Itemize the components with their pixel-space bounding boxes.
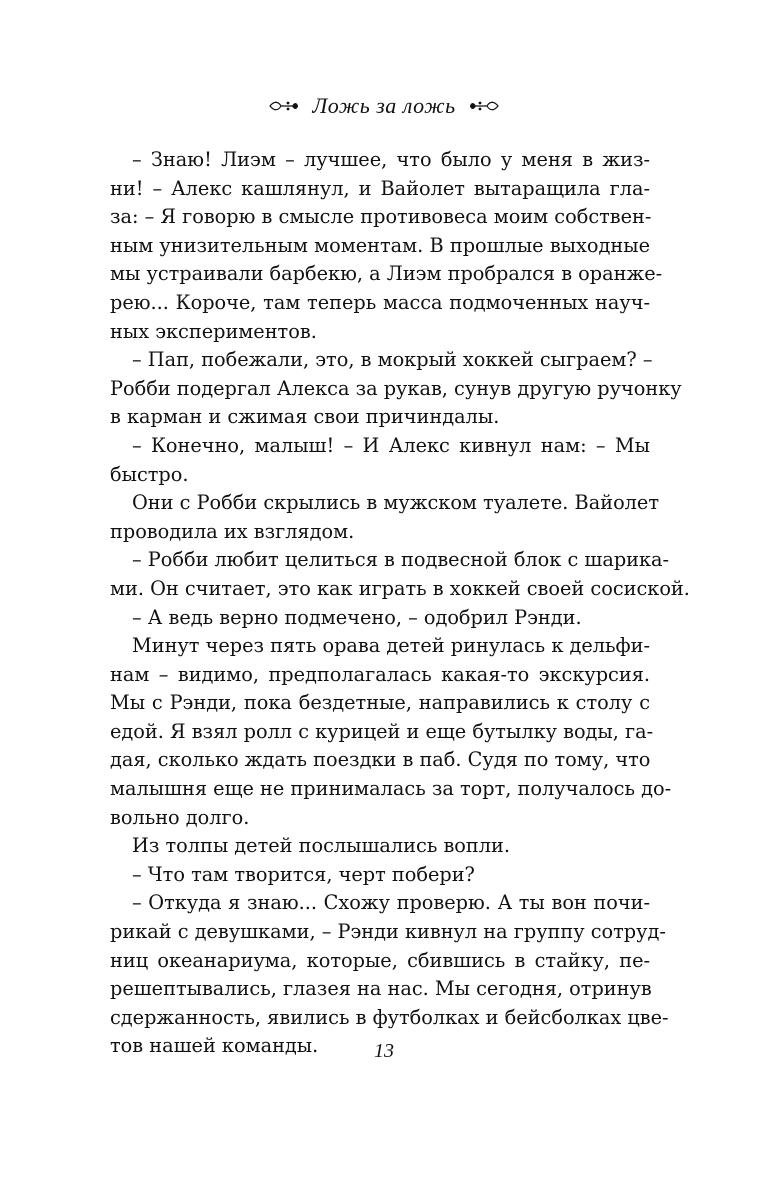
text-line: рикай с девушками, – Рэнди кивнул на группу сотруд-	[110, 920, 666, 944]
text-line: тов нашей команды.	[110, 1034, 319, 1058]
text-line: в карман и сжимая свои причиндалы.	[110, 405, 500, 429]
floral-ornament-icon	[468, 99, 500, 113]
text-line: ни! – Алекс кашлянул, и Вайолет вытаращила гла-	[110, 176, 650, 200]
text-line: решептывались, глазея на нас. Мы сегодня, отринув	[110, 977, 652, 1001]
text-line: – Знаю! Лиэм – лучшее, что было у меня в жиз-	[132, 148, 650, 171]
text-line: за: – Я говорю в смысле противовеса моим собствен-	[110, 205, 652, 229]
text-line: едой. Я взял ролл с курицей и еще бутылку воды, га-	[110, 719, 654, 743]
text-line: ных экспериментов.	[110, 319, 317, 343]
floral-ornament-icon	[268, 99, 300, 113]
text-line: мы устраивали барбекю, а Лиэм пробрался в оранже-	[110, 262, 663, 286]
text-line: ниц океанариума, которые, сбившись в стайку, пе-	[110, 948, 650, 972]
text-line: ми. Он считает, это как играть в хоккей своей сосиской.	[110, 576, 690, 600]
text-line: рею... Короче, там теперь масса подмоченных науч-	[110, 290, 650, 314]
text-line: Из толпы детей послышались вопли.	[132, 834, 510, 858]
text-line: нам – видимо, предполагалась какая-то экскурсия.	[110, 662, 650, 686]
running-header	[0, 92, 768, 120]
text-line: сдержанность, явились в футболках и бейсболках цве-	[110, 1005, 669, 1029]
text-line: – Конечно, малыш! – И Алекс кивнул нам: – Мы	[132, 433, 650, 457]
text-line: – Пап, побежали, это, в мокрый хоккей сыграем? –	[132, 348, 653, 372]
text-line: – Робби любит целиться в подвесной блок с шарика-	[132, 548, 670, 572]
text-line: проводила их взглядом.	[110, 519, 355, 543]
text-line: вольно долго.	[110, 805, 250, 829]
text-line: – Что там творится, черт побери?	[132, 862, 475, 886]
text-line: быстро.	[110, 462, 189, 486]
text-line: Они с Робби скрылись в мужском туалете. Вайолет	[132, 491, 660, 515]
text-line: Робби подергал Алекса за рукав, сунув другую ручонку	[110, 376, 682, 400]
running-header-title: Ложь за ложь	[312, 93, 456, 118]
text-line: дая, сколько ждать поездки в паб. Судя по тому, что	[110, 748, 651, 772]
text-line: малышня еще не принималась за торт, получалось до-	[110, 777, 672, 801]
text-line: Мы с Рэнди, пока бездетные, направились к столу с	[110, 691, 650, 715]
text-line: – Откуда я знаю... Схожу проверю. А ты вон почи-	[132, 891, 650, 915]
body-text	[110, 146, 690, 1061]
page-number: 13	[374, 1040, 394, 1062]
text-line: Минут через пять орава детей ринулась к дельфи-	[132, 634, 650, 658]
text-line: – А ведь верно подмечено, – одобрил Рэнди.	[132, 605, 582, 629]
text-line: ным унизительным моментам. В прошлые выходные	[110, 233, 650, 257]
